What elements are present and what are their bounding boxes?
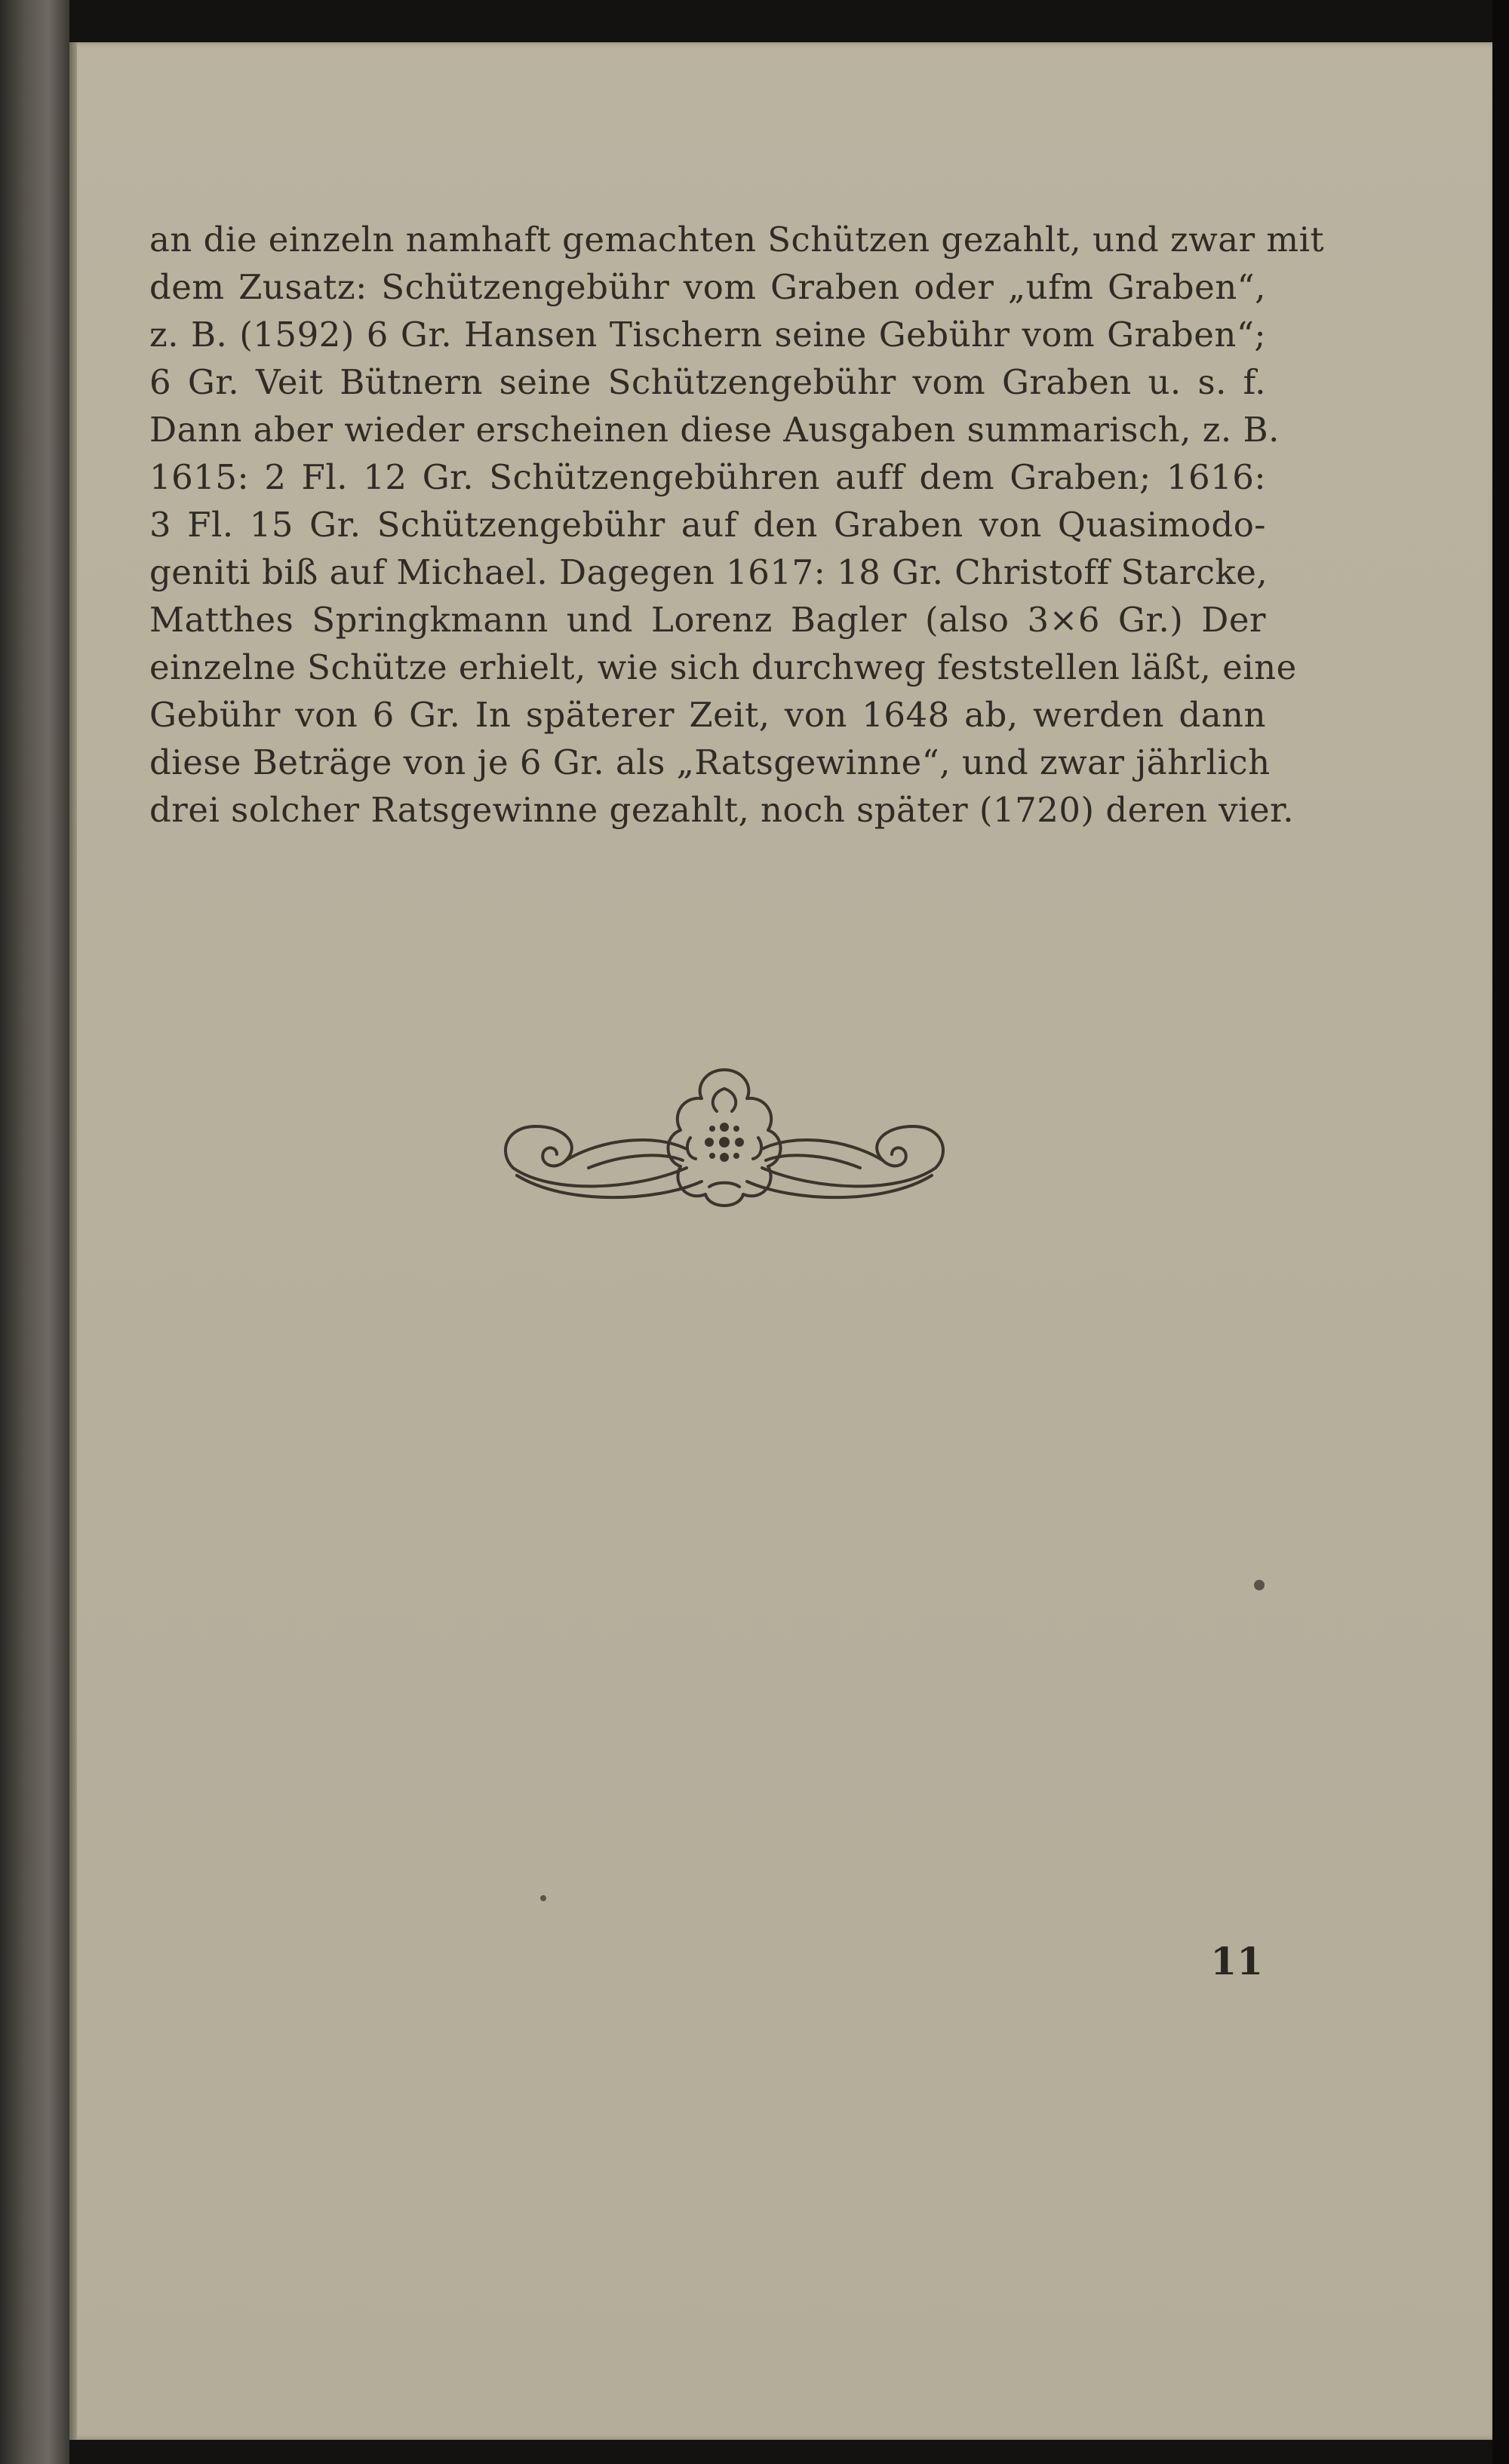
text-line: drei solcher Ratsgewinne gezahlt, noch später (1720) deren vier.: [149, 790, 1294, 830]
text-line: z. B. (1592) 6 Gr. Hansen Tischern seine Gebühr vom Graben“;: [149, 315, 1266, 355]
text-line: geniti biß auf Michael. Dagegen 1617: 18 Gr. Christoff Starcke,: [149, 552, 1268, 592]
scan-border-right: [1492, 0, 1509, 2464]
text-line: 1615: 2 Fl. 12 Gr. Schützengebühren auff dem Graben; 1616:: [149, 457, 1266, 497]
decorative-ornament: [483, 1055, 966, 1221]
text-line: einzelne Schütze erhielt, wie sich durchweg feststellen läßt, eine: [149, 647, 1297, 687]
body-text: [149, 216, 1325, 834]
page-number: 11: [1210, 1939, 1263, 1983]
paper-speck: [540, 1895, 546, 1901]
text-line: 6 Gr. Veit Bütnern seine Schützengebühr vom Graben u. s. f.: [149, 362, 1266, 402]
book-binding-edge: [0, 0, 69, 2464]
text-line: Matthes Springkmann und Lorenz Bagler (also 3×6 Gr.) Der: [149, 600, 1266, 640]
text-line: 3 Fl. 15 Gr. Schützengebühr auf den Graben von Quasimodo-: [149, 505, 1266, 545]
text-line: Gebühr von 6 Gr. In späterer Zeit, von 1648 ab, werden dann: [149, 695, 1266, 735]
page-gutter-shadow: [69, 42, 77, 2440]
text-line: dem Zusatz: Schützengebühr vom Graben oder „ufm Graben“,: [149, 267, 1266, 307]
paper-speck: [1254, 1580, 1265, 1590]
text-line: an die einzeln namhaft gemachten Schützen gezahlt, und zwar mit: [149, 220, 1325, 260]
text-line: Dann aber wieder erscheinen diese Ausgaben summarisch, z. B.: [149, 410, 1280, 450]
text-line: diese Beträge von je 6 Gr. als „Ratsgewinne“, und zwar jährlich: [149, 742, 1271, 782]
